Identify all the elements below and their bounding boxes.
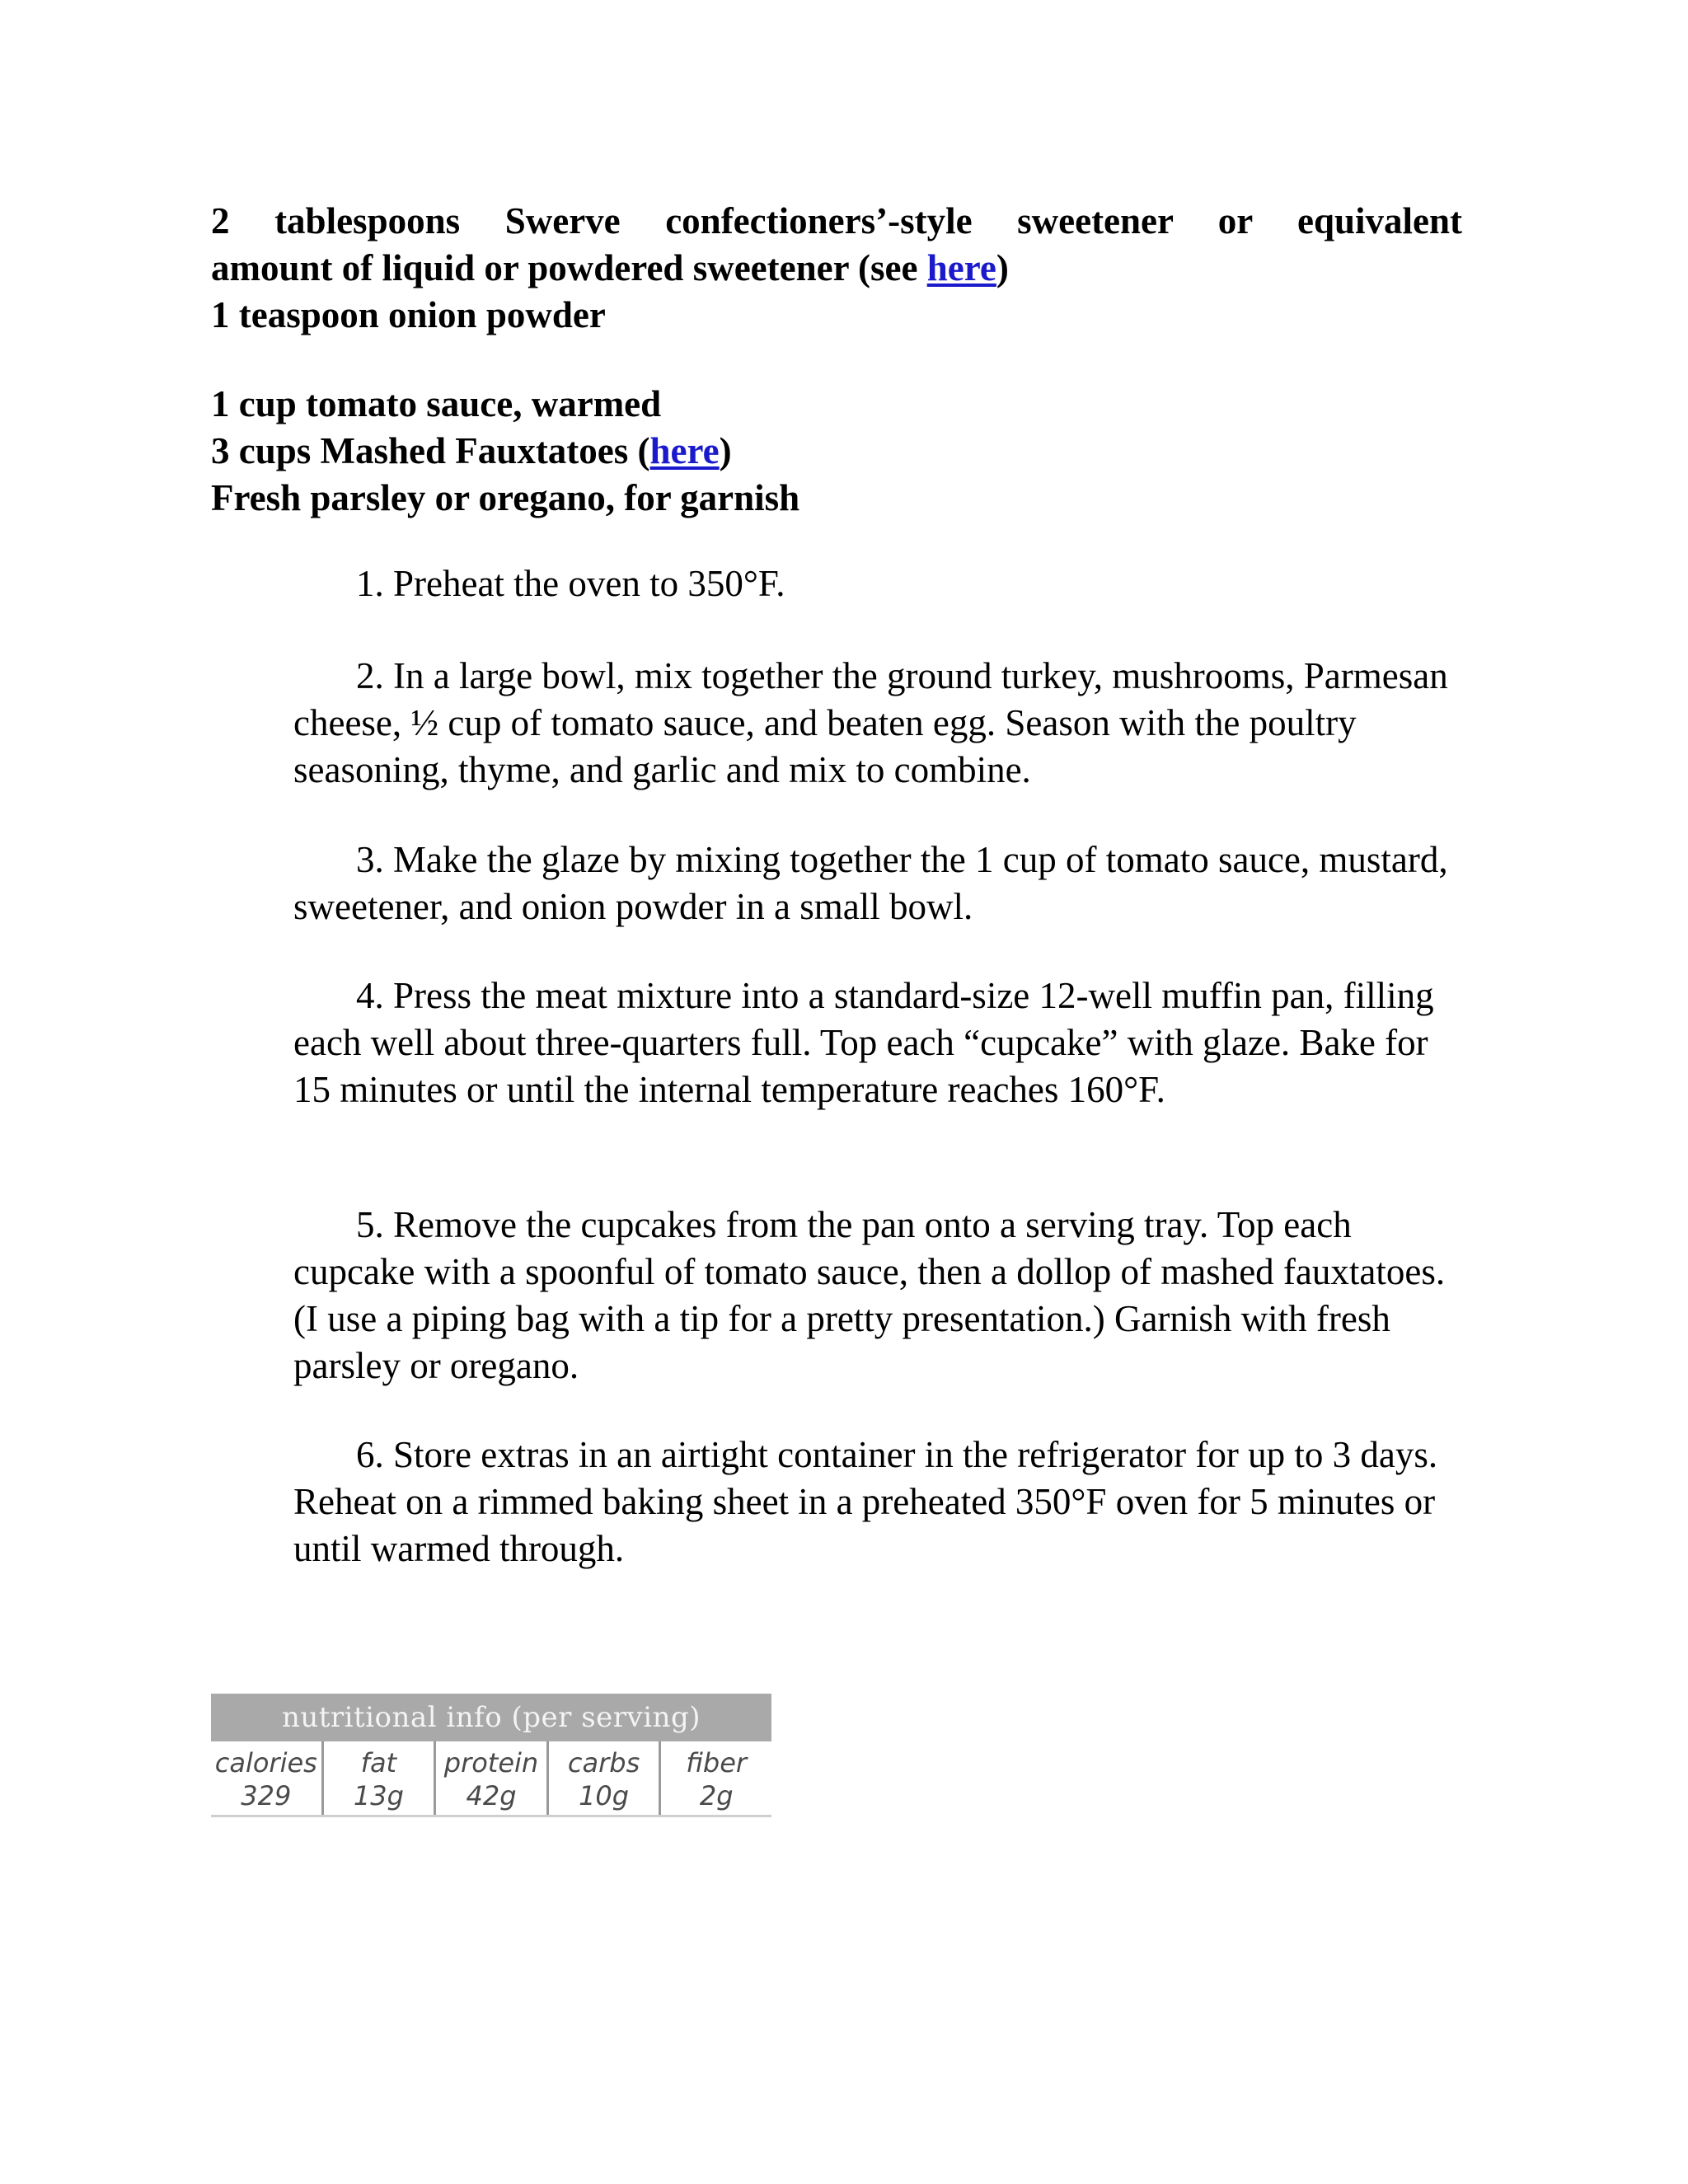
ingredient-tomato-sauce: 1 cup tomato sauce, warmed — [211, 383, 662, 424]
ingredient-mashed-fauxtatoes — [211, 428, 1462, 475]
nutrition-value: 42g — [466, 1780, 517, 1811]
nutrition-value: 13g — [353, 1780, 404, 1811]
ingredient-onion-powder: 1 teaspoon onion powder — [211, 294, 606, 335]
nutrition-label: calories — [214, 1747, 317, 1779]
nutrition-cell-fat — [324, 1741, 437, 1815]
ingredient-list-glaze — [211, 198, 1462, 339]
nutrition-label: protein — [443, 1747, 539, 1779]
step-5: 5. Remove the cupcakes from the pan onto a serving tray. Top each cupcake with a spoonful of tomato sauce, then a dollop of mashed fauxtatoes. (I use a piping bag with a tip for a pretty presentation.) Garnish with fresh parsley or oregano. — [293, 1204, 1446, 1386]
nutrition-value: 2g — [699, 1780, 734, 1811]
ingredient-fauxtatoes-close: ) — [719, 430, 732, 471]
ingredient-sweetener-close: ) — [996, 247, 1009, 288]
nutrition-label: fiber — [686, 1747, 748, 1779]
ingredient-garnish: Fresh parsley or oregano, for garnish — [211, 477, 800, 518]
here-link-fauxtatoes[interactable]: here — [649, 430, 720, 471]
nutrition-table — [211, 1694, 771, 1817]
nutrition-cell-protein — [436, 1741, 549, 1815]
nutrition-cell-carbs — [549, 1741, 662, 1815]
ingredient-sweetener-line-1: 2 tablespoons Swerve confectioners’-style sweetener or equivalent — [211, 200, 1462, 241]
here-link-sweetener[interactable]: here — [926, 247, 996, 288]
nutrition-cell-fiber — [661, 1741, 771, 1815]
ingredient-list-topping — [211, 381, 1462, 522]
nutrition-row — [211, 1741, 771, 1817]
nutrition-value: 329 — [241, 1780, 292, 1811]
ingredient-fauxtatoes-text: 3 cups Mashed Fauxtatoes ( — [211, 430, 650, 471]
nutrition-cell-calories — [211, 1741, 324, 1815]
step-4: 4. Press the meat mixture into a standard-size 12-well muffin pan, filling each well about three-quarters full. Top each “cupcake” with glaze. Bake for 15 minutes or until the internal temperature reaches 160°F. — [293, 975, 1434, 1110]
step-2: 2. In a large bowl, mix together the ground turkey, mushrooms, Parmesan cheese, ½ cup of tomato sauce, and beaten egg. Season with the poultry seasoning, thyme, and garlic and mix to combine. — [293, 655, 1448, 790]
nutrition-label: carbs — [567, 1747, 640, 1779]
step-1: 1. Preheat the oven to 350°F. — [356, 563, 785, 604]
step-3: 3. Make the glaze by mixing together the 1 cup of tomato sauce, mustard, sweetener, and onion powder in a small bowl. — [293, 839, 1448, 927]
ingredient-sweetener-text: amount of liquid or powdered sweetener (see — [211, 247, 927, 288]
step-6: 6. Store extras in an airtight container in the refrigerator for up to 3 days. Reheat on a rimmed baking sheet in a preheated 350°F oven for 5 minutes or until warmed through. — [293, 1434, 1438, 1569]
nutrition-table-header: nutritional info (per serving) — [211, 1694, 771, 1741]
nutrition-value: 10g — [579, 1780, 630, 1811]
ingredient-sweetener-line-2 — [211, 245, 1462, 292]
nutrition-label: fat — [360, 1747, 397, 1779]
